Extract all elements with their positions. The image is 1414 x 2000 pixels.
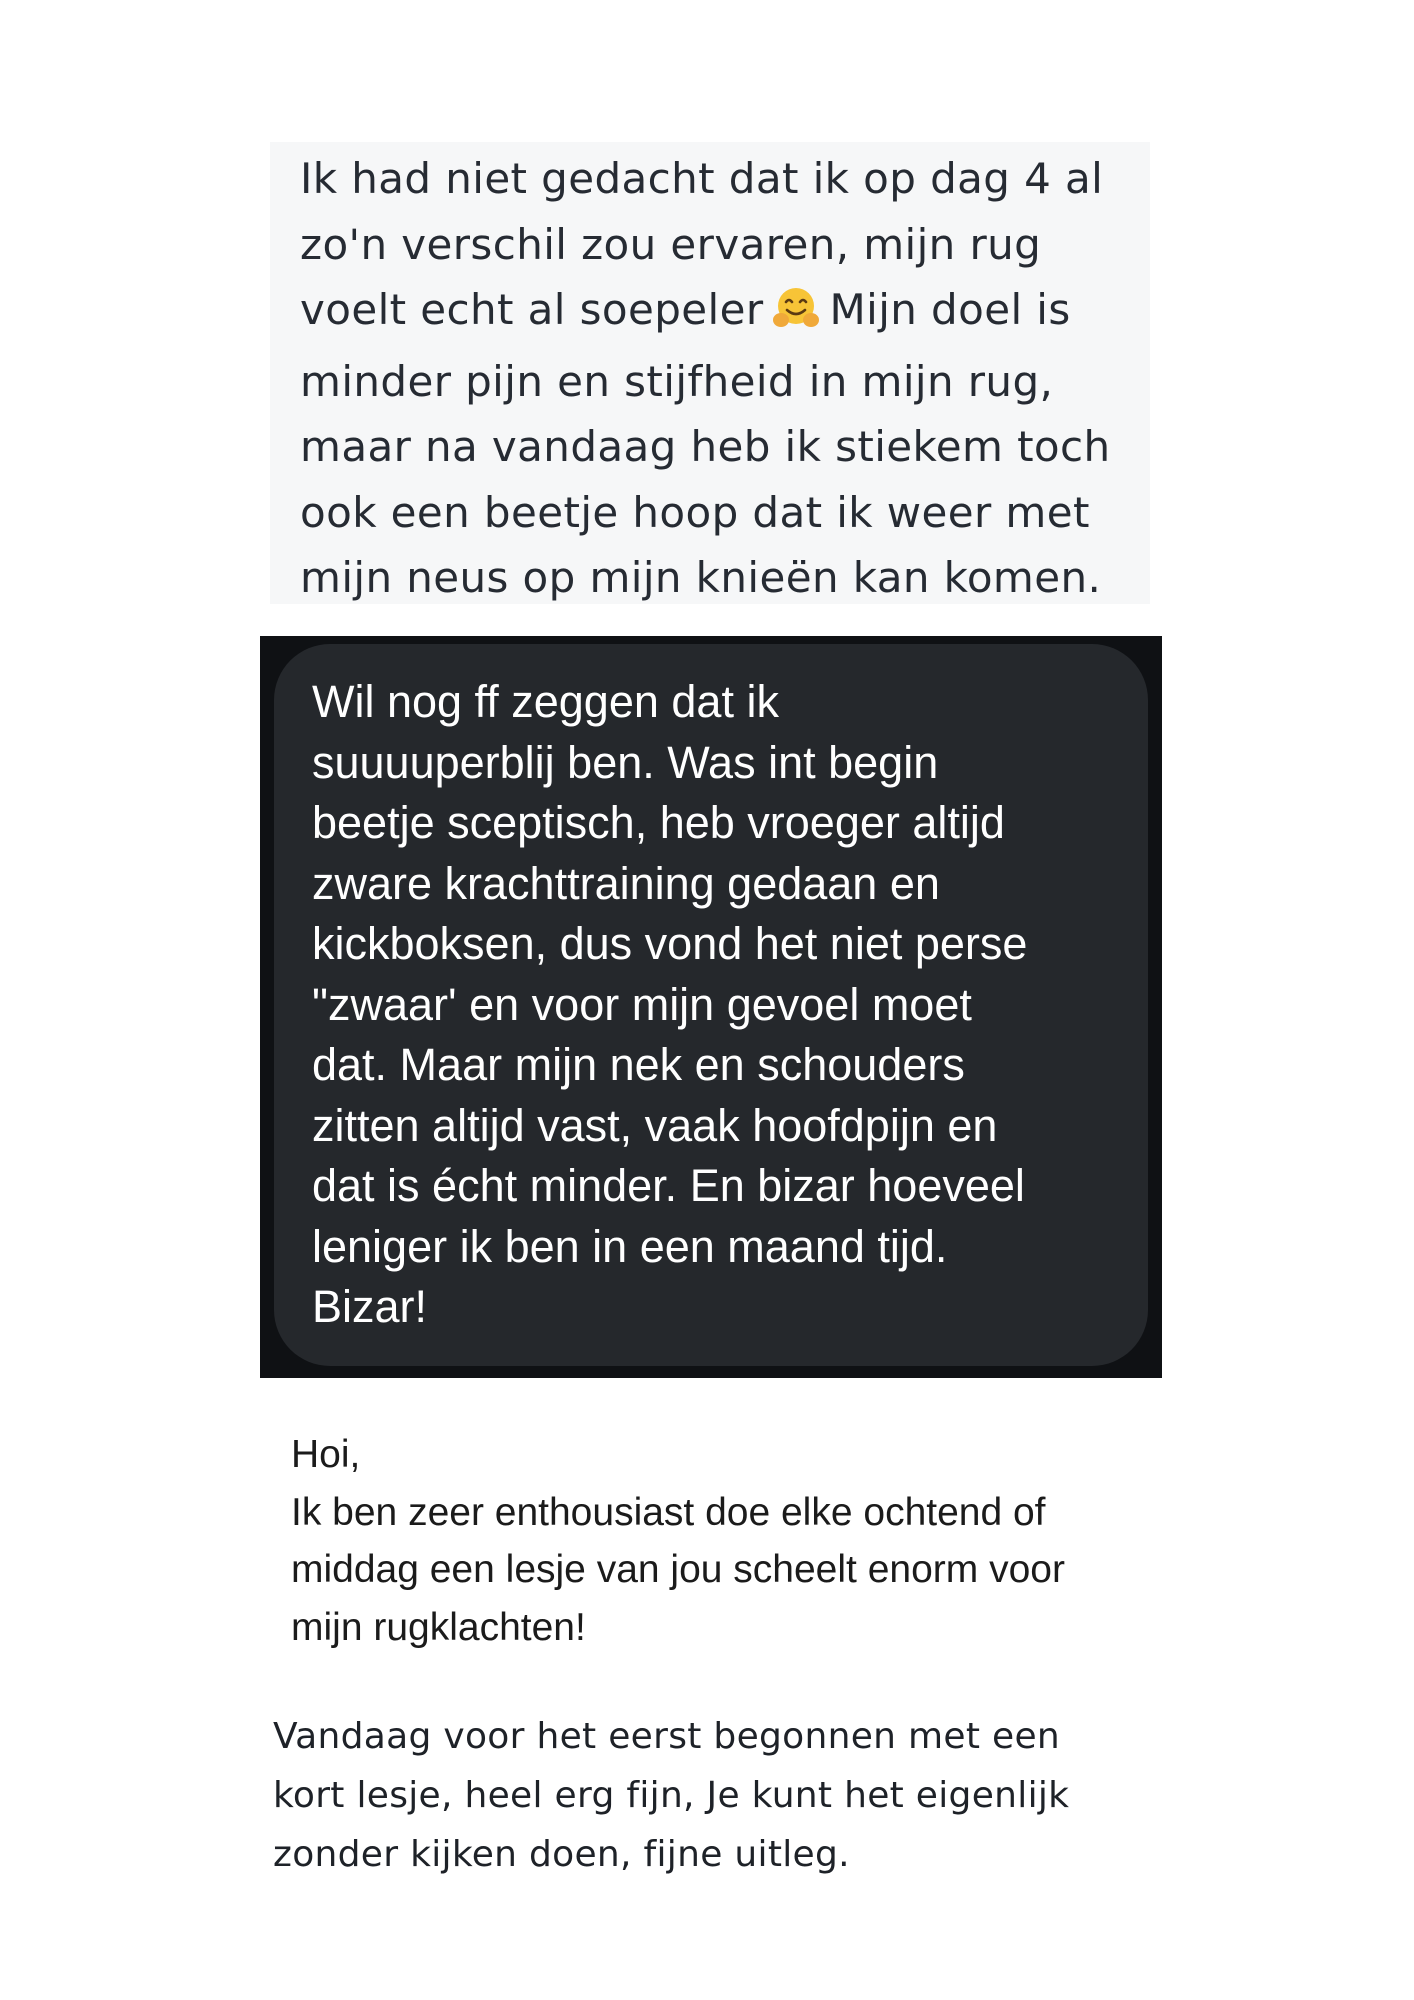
- testimonial-card-2: [260, 636, 1162, 1378]
- testimonial-2-line: zitten altijd vast, vaak hoofdpijn en: [312, 1099, 998, 1151]
- testimonial-2-line: zware krachttraining gedaan en: [312, 857, 940, 909]
- message-bubble: [274, 644, 1148, 1366]
- testimonial-2-line: leniger ik ben in een maand tijd.: [312, 1220, 948, 1272]
- testimonial-2-line: Wil nog ff zeggen dat ik: [312, 676, 779, 727]
- testimonial-2-line: dat. Maar mijn nek en schouders: [312, 1039, 965, 1090]
- testimonial-2-line: "zwaar' en voor mijn gevoel moet: [312, 978, 972, 1030]
- testimonial-2-line: beetje sceptisch, heb vroeger altijd: [312, 797, 1005, 848]
- testimonial-1-line: minder pijn en stijfheid in mijn rug,: [300, 356, 1054, 406]
- testimonial-1-line: ook een beetje hoop dat ik weer met: [300, 487, 1090, 537]
- testimonial-1-line-segment: Mijn doel is: [829, 285, 1071, 334]
- testimonial-1-line: mijn neus op mijn knieën kan komen.: [300, 553, 1102, 602]
- testimonial-3-line: Hoi,: [291, 1433, 361, 1476]
- testimonial-2-line: dat is écht minder. En bizar hoeveel: [312, 1160, 1025, 1211]
- testimonial-1-line-segment: voelt echt al soepeler: [300, 285, 764, 334]
- testimonial-card-4: [273, 1707, 1153, 1884]
- testimonial-3-line: middag een lesje van jou scheelt enorm voor: [291, 1548, 1065, 1591]
- testimonial-2-line: suuuuperblij ben. Was int begin: [312, 736, 939, 788]
- testimonial-3-line: Ik ben zeer enthousiast doe elke ochtend of: [291, 1490, 1046, 1534]
- testimonial-card-1: [270, 142, 1150, 604]
- testimonial-1-line: zo'n verschil zou ervaren, mijn rug: [300, 219, 1042, 269]
- testimonial-1-line: maar na vandaag heb ik stiekem toch: [300, 422, 1111, 471]
- testimonial-1-line: Ik had niet gedacht dat ik op dag 4 al: [300, 154, 1104, 203]
- testimonial-2-line: kickboksen, dus vond het niet perse: [312, 918, 1028, 969]
- testimonial-2-line: Bizar!: [312, 1281, 428, 1332]
- testimonial-4-line: zonder kijken doen, fijne uitleg.: [273, 1834, 850, 1875]
- testimonial-3-line: mijn rugklachten!: [291, 1605, 586, 1649]
- testimonial-4-line: kort lesje, heel erg fijn, Je kunt het eigenlijk: [273, 1775, 1070, 1816]
- testimonial-card-3: [291, 1426, 1151, 1656]
- testimonial-1-line-with-emoji: [300, 277, 1150, 349]
- testimonial-4-line: Vandaag voor het eerst begonnen met een: [273, 1716, 1061, 1757]
- testimonial-1-text: [300, 142, 1150, 611]
- hugging-face-icon: [772, 283, 820, 349]
